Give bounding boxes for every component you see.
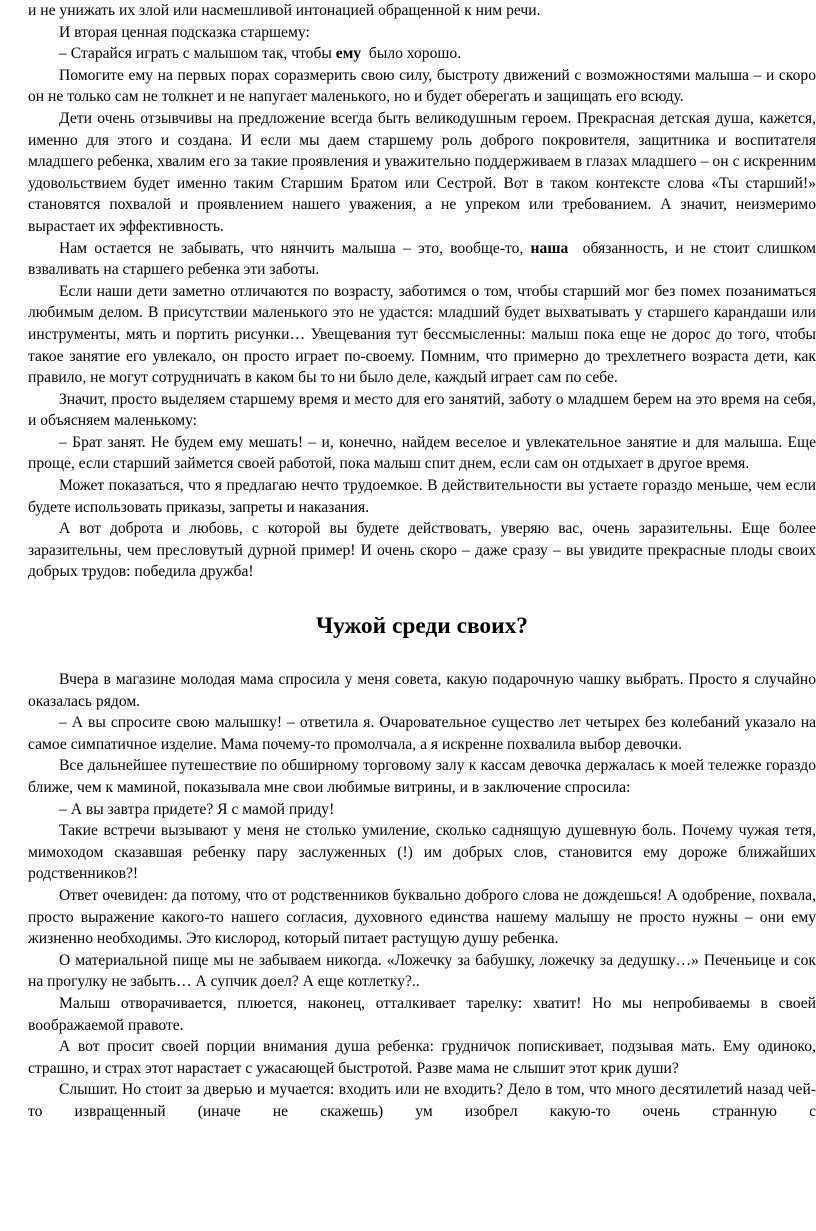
- paragraph: – А вы спросите свою малышку! – ответила я. Очаровательное существо лет четырех без колебаний указало на самое симпатичное изделие. Мама почему-то промолчала, а я искренне похвалила выбор девочки.: [28, 714, 816, 753]
- paragraph: [28, 238, 816, 281]
- paragraph: А вот просит своей порции внимания душа ребенка: грудничок попискивает, подзывая мать. Ему одиноко, страшно, и страх этот нарастает с ужасающей быстротой. Разве мама не слышит этот крик души?: [28, 1038, 816, 1077]
- paragraph: Все дальнейшее путешествие по обширному торговому залу к кассам девочка держалась к моей тележке гораздо ближе, чем к маминой, показывала мне свои любимые витрины, и в заключение спросила:: [28, 757, 816, 796]
- paragraph-text: обязанность, и не стоит слишком взваливать на старшего ребенка эти заботы.: [28, 239, 816, 279]
- paragraph: Может показаться, что я предлагаю нечто трудоемкое. В действительности вы устаете гораздо меньше, чем если будете использовать приказы, запреты и наказания.: [28, 477, 816, 516]
- paragraph: – А вы завтра придете? Я с мамой приду!: [59, 800, 335, 818]
- paragraph-text: – Старайся играть с малышом так, чтобы: [59, 45, 336, 63]
- document-page: [28, 0, 816, 1123]
- paragraph: Ответ очевиден: да потому, что от родственников буквально доброго слова не дождешься! А одобрение, похвала, просто выражение какого-то нашего согласия, духовного единства нашему малышу не просто нужны – они ему жизненно необходимы. Это кислород, который питает растущую душу ребенка.: [28, 886, 816, 948]
- paragraph: Малыш отворачивается, плюется, наконец, отталкивает тарелку: хватит! Но мы непробиваемы в своей воображаемой правоте.: [28, 994, 816, 1034]
- paragraph: А вот доброта и любовь, с которой вы будете действовать, уверяю вас, очень заразительны. Еще более заразительны, чем пресловутый дурной пример! И очень скоро – даже сразу – вы увидите прекрасные плоды своих добрых трудов: победила дружба!: [28, 520, 816, 581]
- paragraph: Помогите ему на первых порах соразмерить свою силу, быстроту движений с возможностями малыша – и скоро он не только сам не толкнет и не напугает маленького, но и будет оберегать и защищать его всюду.: [28, 66, 816, 106]
- section-title: [28, 583, 816, 669]
- paragraph: И вторая ценная подсказка старшему:: [59, 23, 310, 41]
- section-title-text: Чужой среди своих?: [316, 613, 528, 640]
- paragraph: О материальной пище мы не забываем никогда. «Ложечку за бабушку, ложечку за дедушку…» Печеньице и сок на прогулку не забыть… А супчик доел? А еще котлетку?..: [28, 951, 816, 991]
- paragraph: [28, 43, 816, 65]
- paragraph: Дети очень отзывчивы на предложение всегда быть великодушным героем. Прекрасная детская душа, кажется, именно для этого и создана. И если мы даем старшему роль доброго покровителя, защитника и воспитателя младшего ребенка, хвалим его за такие проявления и уважительно поддерживаем в глазах младшего – он с искренним удовольствием будет именно таким Старшим Братом или Сестрой. Вот в таком контексте слова «Ты старший!» становятся похвалой и проявлением нашего уважения, а не упреком или требованием. А значит, неизмеримо вырастает их эффективность.: [28, 109, 816, 235]
- paragraph-text: было хорошо.: [361, 45, 462, 63]
- paragraph-text: Нам остается не забывать, что нянчить малыша – это, вообще-то,: [59, 239, 531, 257]
- paragraph: – Брат занят. Не будем ему мешать! – и, конечно, найдем веселое и увлекательное занятие и для малыша. Еще проще, если старший займется своей работой, пока малыш спит днем, если сам он отдыхает в другое время.: [28, 433, 816, 473]
- emphasis-word: ему: [335, 45, 362, 63]
- paragraph: Если наши дети заметно отличаются по возрасту, заботимся о том, чтобы старший мог без помех позаниматься любимым делом. В присутствии маленького это не удастся: младший будет выхватывать у старшего карандаши или инструменты, мять и портить рисунки… Увещевания тут бессмысленны: малыш пока еще не дорос до того, чтобы такое занятие его увлекало, он просто играет по-своему. Помним, что примерно до трехлетнего возраста дети, как правило, не могут сотрудничать в каком бы то ни было деле, каждый играет сам по себе.: [28, 282, 816, 387]
- paragraph: Значит, просто выделяем старшему время и место для его занятий, заботу о младшем берем на это время на себя, и объясняем маленькому:: [28, 390, 816, 430]
- paragraph: и не унижать их злой или насмешливой интонацией обращенной к ним речи.: [28, 2, 541, 19]
- emphasis-word: наша: [530, 239, 569, 257]
- paragraph: Слышит. Но стоит за дверью и мучается: входить или не входить? Дело в том, что много десятилетий назад чей-то извращенный (иначе не скажешь) ум изобрел какую-то очень странную с: [28, 1081, 816, 1120]
- paragraph: Вчера в магазине молодая мама спросила у меня совета, какую подарочную чашку выбрать. Просто я случайно оказалась рядом.: [28, 671, 816, 710]
- paragraph: Такие встречи вызывают у меня не столько умиление, сколько саднящую душевную боль. Почему чужая тетя, мимоходом сказавшая ребенку пару заслуженных (!) им добрых слов, становится ему дороже ближайших родственников?!: [28, 822, 816, 883]
